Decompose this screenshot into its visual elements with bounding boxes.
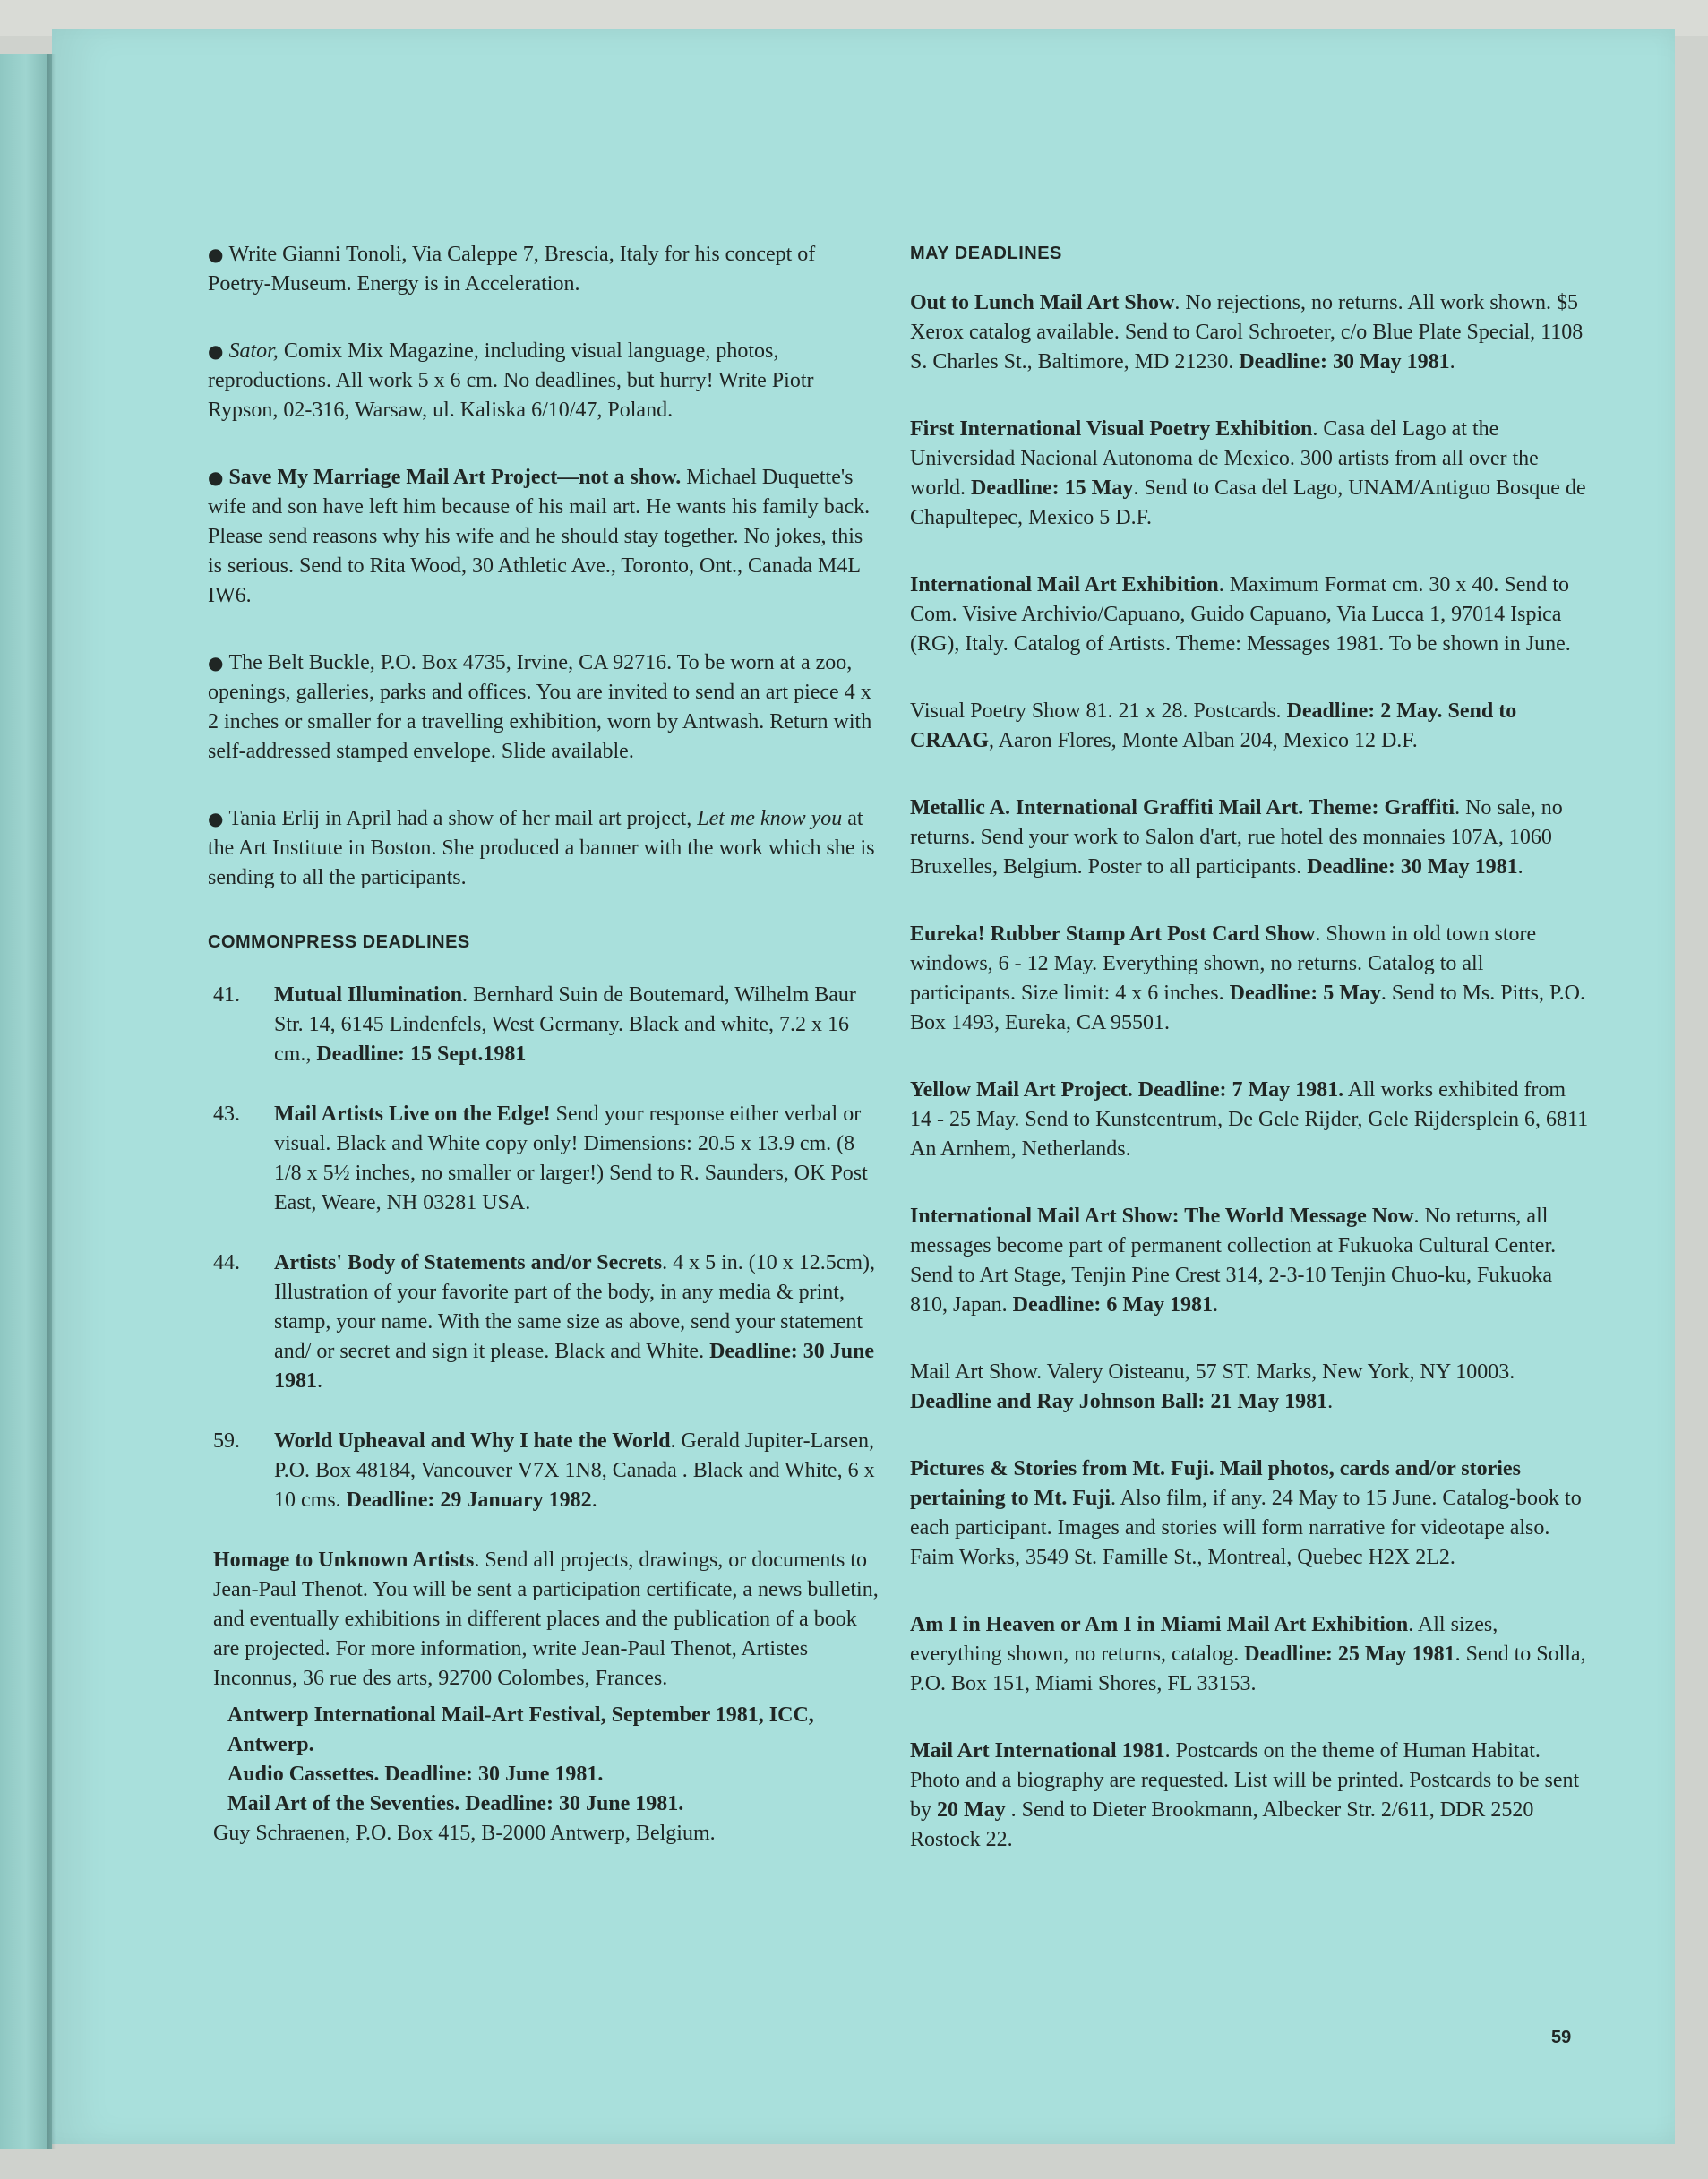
antwerp-festival: Antwerp International Mail-Art Festival, September 1981, ICC, Antwerp. Audio Cassettes. Deadline: 30 June 1981. Mail Art of the Seventies. Deadline: 30 June 1981. Guy Schraenen, P.O. Box 415, B-2000 Antwerp, Belgium. bbox=[213, 1703, 814, 1845]
bullet-icon: ● bbox=[208, 340, 224, 362]
may-entry: Visual Poetry Show 81. 21 x 28. Postcards. Deadline: 2 May. Send to CRAAG, Aaron Flores, Monte Alban 204, Mexico 12 D.F. bbox=[910, 699, 1517, 752]
bullet-icon: ● bbox=[208, 244, 224, 265]
numbered-entry: 59. World Upheaval and Why I hate the World. Gerald Jupiter-Larsen, P.O. Box 48184, Vancouver V7X 1N8, Canada . Black and White, 6 x 10 cms. Deadline: 29 January 1982. bbox=[208, 1427, 881, 1515]
left-column bbox=[208, 240, 881, 1849]
may-entry: Eureka! Rubber Stamp Art Post Card Show. Shown in old town store windows, 6 - 12 May. Everything shown, no returns. Catalog to all participants. Size limit: 4 x 6 inches. Deadline: 5 May. Send to Ms. Pitts, P.O. Box 1493, Eureka, CA 95501. bbox=[910, 922, 1585, 1034]
notice-tania-erlij: ● Tania Erlij in April had a show of her mail art project, Let me know you at the Art Institute in Boston. She produced a banner with the work which she is sending to all the participants. bbox=[208, 807, 875, 889]
numbered-entry: 44. Artists' Body of Statements and/or Secrets. 4 x 5 in. (10 x 12.5cm), Illustration of your favorite part of the body, in any media & print, stamp, your name. With the same size as above, send your statement and/ or secret and sign it please. Black and White. Deadline: 30 June 1981. bbox=[208, 1248, 881, 1396]
may-entry: International Mail Art Exhibition. Maximum Format cm. 30 x 40. Send to Com. Visive Archivio/Capuano, Guido Capuano, Via Lucca 1, 97014 Ispica (RG), Italy. Catalog of Artists. Theme: Messages 1981. To be shown in June. bbox=[910, 573, 1571, 656]
notice-belt-buckle: ● The Belt Buckle, P.O. Box 4735, Irvine, CA 92716. To be worn at a zoo, openings, galleries, parks and offices. You are invited to send an art piece 4 x 2 inches or smaller for a travelling exhibition, worn by Antwash. Return with self-addressed stamped envelope. Slide available. bbox=[208, 651, 872, 763]
entry-number: 44. bbox=[213, 1251, 240, 1274]
may-entry: Yellow Mail Art Project. Deadline: 7 May 1981. All works exhibited from 14 - 25 May. Send to Kunstcentrum, De Gele Rijder, Gele Rijdersplein 6, 6811 An Arnhem, Netherlands. bbox=[910, 1078, 1589, 1161]
may-deadlines-heading: MAY DEADLINES bbox=[910, 244, 1062, 263]
notice-save-my-marriage: ● Save My Marriage Mail Art Project—not a show. Michael Duquette's wife and son have left him because of his mail art. He wants his family back. Please send reasons why his wife and he should stay together. No jokes, this is serious. Send to Rita Wood, 30 Athletic Ave., Toronto, Ont., Canada M4L IW6. bbox=[208, 466, 871, 607]
may-entry: First International Visual Poetry Exhibition. Casa del Lago at the Universidad Nacional Autonoma de Mexico. 300 artists from all over the world. Deadline: 15 May. Send to Casa del Lago, UNAM/Antiguo Bosque de Chapultepec, Mexico 5 D.F. bbox=[910, 417, 1586, 529]
may-entry: Metallic A. International Graffiti Mail Art. Theme: Graffiti. No sale, no returns. Send your work to Salon d'art, rue hotel des monnaies 107A, 1060 Bruxelles, Belgium. Poster to all participants. Deadline: 30 May 1981. bbox=[910, 796, 1563, 879]
may-entry: Mail Art Show. Valery Oisteanu, 57 ST. Marks, New York, NY 10003. Deadline and Ray Johnson Ball: 21 May 1981. bbox=[910, 1360, 1515, 1413]
binding-edge bbox=[0, 54, 52, 2149]
may-entry: Pictures & Stories from Mt. Fuji. Mail photos, cards and/or stories pertaining to Mt. Fuji. Also film, if any. 24 May to 15 June. Catalog-book to each participant. Images and stories will form narrative for videotape also. Faim Works, 3549 St. Famille St., Montreal, Quebec H2X 2L2. bbox=[910, 1457, 1582, 1569]
bullet-icon: ● bbox=[208, 652, 224, 673]
page-number: 59 bbox=[1551, 2028, 1572, 2047]
may-entry: Out to Lunch Mail Art Show. No rejections, no returns. All work shown. $5 Xerox catalog available. Send to Carol Schroeter, c/o Blue Plate Special, 1108 S. Charles St., Baltimore, MD 21230. Deadline: 30 May 1981. bbox=[910, 291, 1584, 373]
notice-tonoli: ● Write Gianni Tonoli, Via Caleppe 7, Brescia, Italy for his concept of Poetry-Museum. Energy is in Acceleration. bbox=[208, 243, 816, 296]
right-column bbox=[910, 240, 1592, 1855]
homage-notice: Homage to Unknown Artists. Send all projects, drawings, or documents to Jean-Paul Thenot. You will be sent a participation certificate, a news bulletin, and eventually exhibitions in different places and the publication of a book are projected. For more information, write Jean-Paul Thenot, Artistes Inconnus, 36 rue des arts, 92700 Colombes, Frances. bbox=[213, 1548, 879, 1690]
numbered-entry: 41. Mutual Illumination. Bernhard Suin de Boutemard, Wilhelm Baur Str. 14, 6145 Lindenfels, West Germany. Black and white, 7.2 x 16 cm., Deadline: 15 Sept.1981 bbox=[208, 981, 881, 1069]
notice-sator: ● Sator, Comix Mix Magazine, including visual language, photos, reproductions. All work 5 x 6 cm. No deadlines, but hurry! Write Piotr Rypson, 02-316, Warsaw, ul. Kaliska 6/10/47, Poland. bbox=[208, 339, 814, 422]
bullet-icon: ● bbox=[208, 808, 224, 829]
may-entry: Am I in Heaven or Am I in Miami Mail Art Exhibition. All sizes, everything shown, no returns, catalog. Deadline: 25 May 1981. Send to Solla, P.O. Box 151, Miami Shores, FL 33153. bbox=[910, 1613, 1586, 1695]
may-entry: Mail Art International 1981. Postcards on the theme of Human Habitat. Photo and a biography are requested. List will be printed. Postcards to be sent by 20 May . Send to Dieter Brookmann, Albecker Str. 2/611, DDR 2520 Rostock 22. bbox=[910, 1739, 1580, 1851]
may-entry: International Mail Art Show: The World Message Now. No returns, all messages become part of permanent collection at Fukuoka Cultural Center. Send to Art Stage, Tenjin Pine Crest 314, 2-3-10 Tenjin Chuo-ku, Fukuoka 810, Japan. Deadline: 6 May 1981. bbox=[910, 1205, 1557, 1317]
commonpress-deadlines-heading: COMMONPRESS DEADLINES bbox=[208, 932, 470, 952]
bullet-icon: ● bbox=[208, 467, 224, 488]
entry-number: 59. bbox=[213, 1429, 240, 1453]
entry-number: 41. bbox=[213, 983, 240, 1007]
binding-shadow bbox=[47, 54, 56, 2149]
numbered-entry: 43. Mail Artists Live on the Edge! Send your response either verbal or visual. Black and White copy only! Dimensions: 20.5 x 13.9 cm. (8 1/8 x 5½ inches, no smaller or larger!) Send to R. Saunders, OK Post East, Weare, NH 03281 USA. bbox=[208, 1100, 881, 1218]
entry-number: 43. bbox=[213, 1102, 240, 1126]
